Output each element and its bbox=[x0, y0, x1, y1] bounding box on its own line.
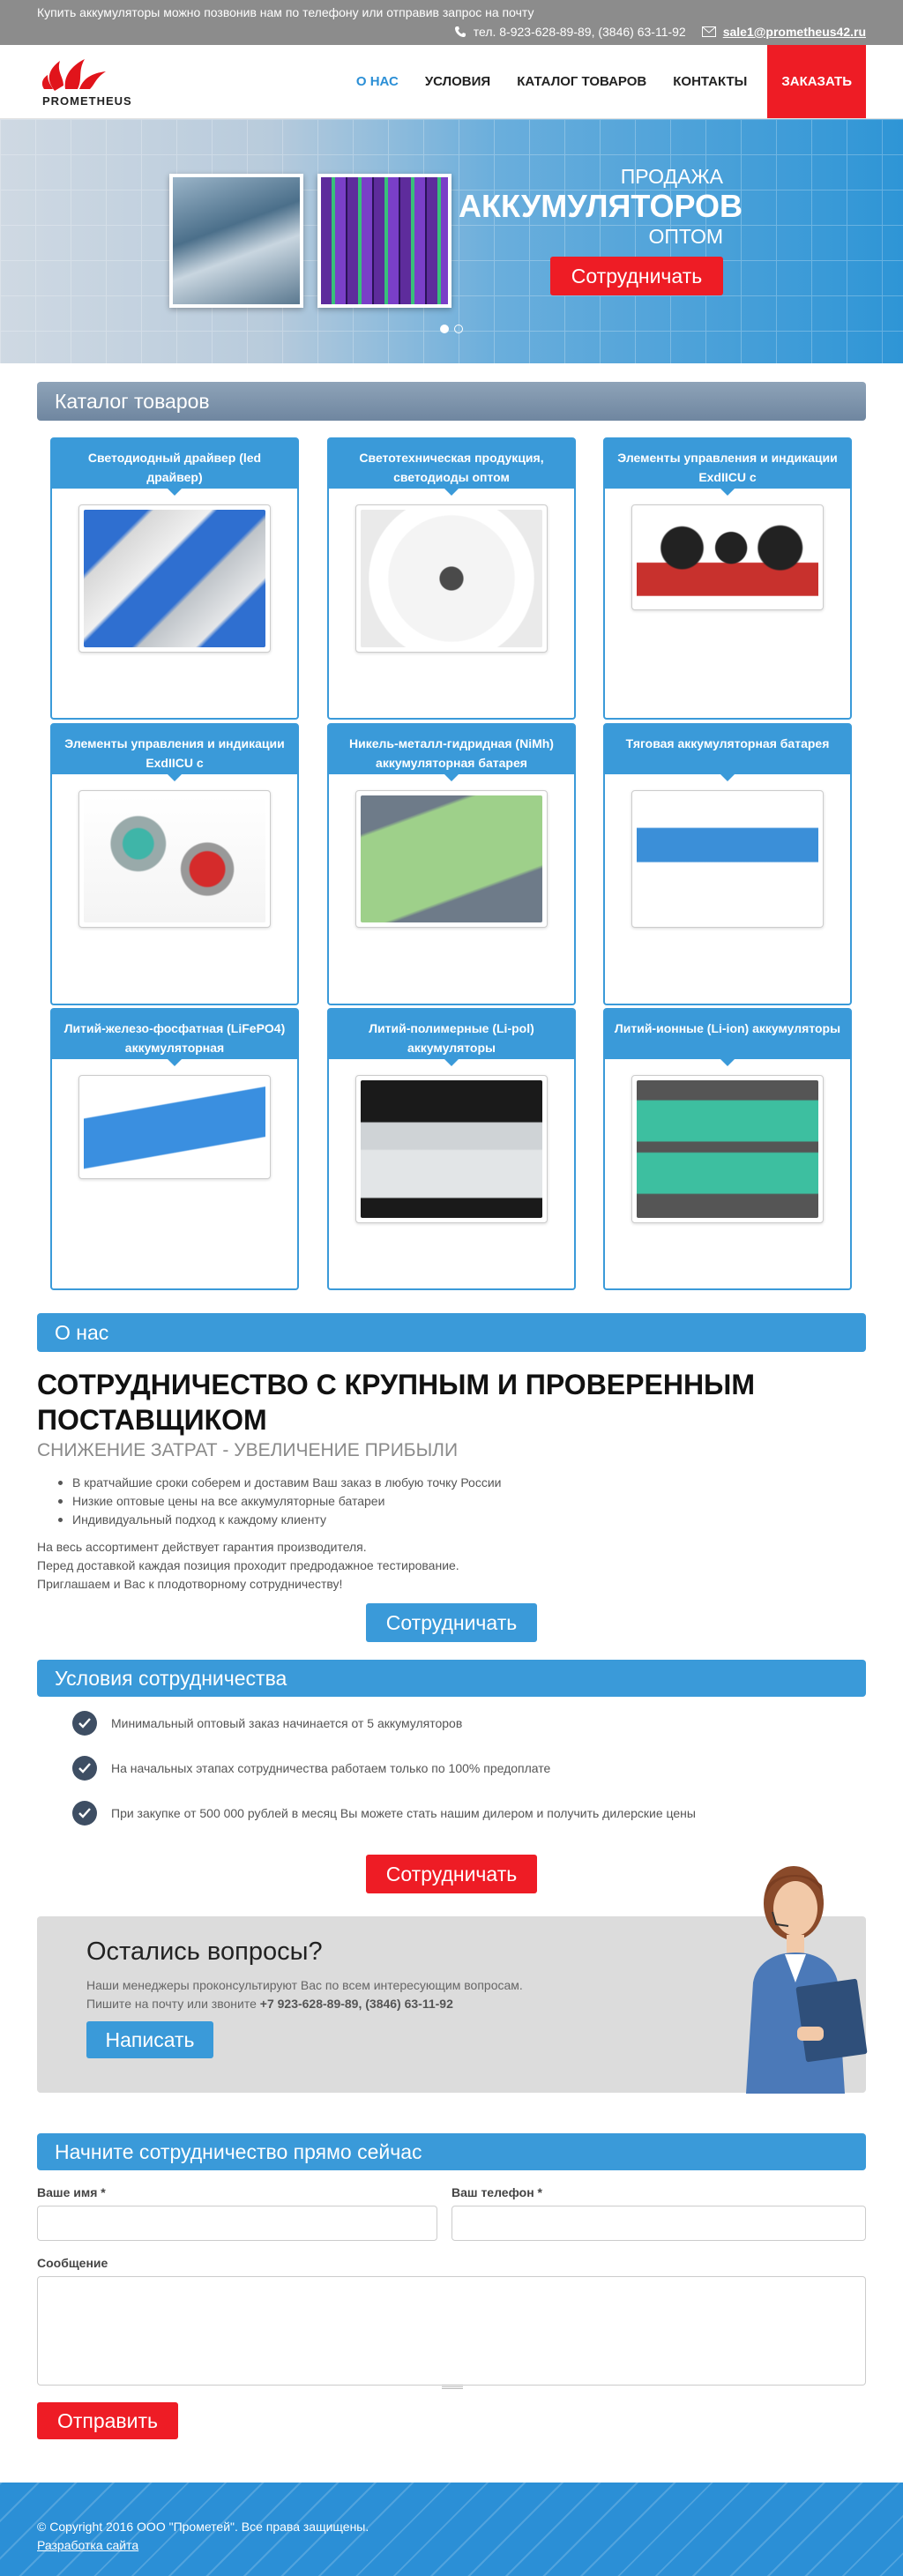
catalog-card[interactable] bbox=[327, 437, 576, 720]
catalog-card[interactable] bbox=[327, 723, 576, 1005]
resize-handle-icon[interactable] bbox=[442, 2385, 463, 2390]
catalog-card-image[interactable] bbox=[78, 504, 271, 653]
catalog-card-title[interactable]: Светодиодный драйвер (led драйвер) bbox=[52, 439, 297, 489]
about-paragraph: Перед доставкой каждая позиция проходит предродажное тестирование. bbox=[37, 1558, 459, 1572]
flame-logo-icon bbox=[37, 54, 143, 98]
support-agent-illustration bbox=[713, 1850, 880, 2094]
message-label: Сообщение bbox=[37, 2256, 108, 2270]
catalog-card-image[interactable] bbox=[355, 790, 548, 928]
catalog-card[interactable] bbox=[50, 1008, 299, 1290]
write-button[interactable]: Написать bbox=[86, 2021, 213, 2058]
catalog-card[interactable] bbox=[327, 1008, 576, 1290]
condition-text: На начальных этапах сотрудничества работаем только по 100% предоплате bbox=[111, 1761, 551, 1775]
top-bar-phone[interactable]: тел. 8-923-628-89-89, (3846) 63-11-92 bbox=[473, 25, 686, 39]
questions-phones[interactable]: +7 923-628-89-89, (3846) 63-11-92 bbox=[259, 1997, 453, 2011]
submit-button[interactable]: Отправить bbox=[37, 2402, 178, 2439]
catalog-card-title[interactable]: Тяговая аккумуляторная батарея bbox=[605, 725, 850, 774]
name-input[interactable] bbox=[37, 2206, 437, 2241]
catalog-card[interactable] bbox=[50, 723, 299, 1005]
about-heading: СОТРУДНИЧЕСТВО С КРУПНЫМ И ПРОВЕРЕННЫМ ПОСТАВЩИКОМ bbox=[37, 1369, 756, 1436]
hero-photo-machinery bbox=[169, 174, 303, 308]
hero-slider bbox=[0, 119, 903, 363]
catalog-card-image[interactable] bbox=[631, 504, 824, 610]
logo[interactable] bbox=[37, 54, 152, 110]
site-footer bbox=[0, 2483, 903, 2576]
hero-cooperate-button[interactable]: Сотрудничать bbox=[550, 257, 723, 295]
hero-slide-dots bbox=[0, 325, 903, 333]
condition-item bbox=[72, 1711, 462, 1736]
condition-text: При закупке от 500 000 рублей в месяц Вы можете стать нашим дилером и получить дилерские цены bbox=[111, 1806, 696, 1820]
form-section-header: Начните сотрудничество прямо сейчас bbox=[37, 2133, 866, 2170]
questions-contact-prefix: Пишите на почту или звоните bbox=[86, 1997, 257, 2011]
catalog-card-image[interactable] bbox=[631, 1075, 824, 1223]
hero-photo-batteries bbox=[317, 174, 452, 308]
catalog-card-title[interactable]: Светотехническая продукция, светодиоды оптом bbox=[329, 439, 574, 489]
phone-icon bbox=[454, 26, 466, 38]
about-cooperate-button[interactable]: Сотрудничать bbox=[366, 1603, 537, 1642]
nav-item-about[interactable]: О НАС bbox=[355, 74, 399, 89]
footer-copyright: © Copyright 2016 ООО "Прометей". Все права защищены. bbox=[37, 2520, 369, 2534]
catalog-card[interactable] bbox=[603, 437, 852, 720]
slide-dot-1[interactable] bbox=[440, 325, 449, 333]
hero-line-2: АККУМУЛЯТОРОВ bbox=[459, 188, 743, 224]
catalog-card-image[interactable] bbox=[355, 1075, 548, 1223]
catalog-card-title[interactable]: Литий-железо-фосфатная (LiFePO4) аккумуляторная bbox=[52, 1010, 297, 1059]
site-header bbox=[0, 45, 903, 119]
catalog-card[interactable] bbox=[603, 1008, 852, 1290]
message-textarea[interactable] bbox=[37, 2276, 866, 2386]
catalog-card-image[interactable] bbox=[631, 790, 824, 928]
condition-item bbox=[72, 1756, 550, 1781]
catalog-card[interactable] bbox=[603, 723, 852, 1005]
catalog-card[interactable] bbox=[50, 437, 299, 720]
checkmark-icon bbox=[72, 1711, 97, 1736]
conditions-section-header: Условия сотрудничества bbox=[37, 1660, 866, 1697]
main-nav bbox=[343, 45, 866, 118]
about-bullet: Индивидуальный подход к каждому клиенту bbox=[72, 1512, 326, 1527]
about-bullet: Низкие оптовые цены на все аккумуляторные батареи bbox=[72, 1494, 385, 1508]
catalog-section-header: Каталог товаров bbox=[37, 382, 866, 421]
top-bar-contacts bbox=[454, 25, 866, 39]
checkmark-icon bbox=[72, 1801, 97, 1826]
catalog-card-title[interactable]: Элементы управления и индикации ExdIICU с bbox=[605, 439, 850, 489]
hero-line-3: ОПТОМ bbox=[648, 225, 723, 248]
catalog-card-image[interactable] bbox=[78, 1075, 271, 1179]
top-bar-email-link[interactable]: sale1@prometheus42.ru bbox=[722, 25, 866, 39]
about-subheading: СНИЖЕНИЕ ЗАТРАТ - УВЕЛИЧЕНИЕ ПРИБЫЛИ bbox=[37, 1440, 459, 1460]
nav-item-conditions[interactable]: УСЛОВИЯ bbox=[424, 74, 491, 89]
envelope-icon bbox=[702, 26, 716, 37]
top-bar-message: Купить аккумуляторы можно позвонив нам по телефону или отправив запрос на почту bbox=[37, 5, 534, 19]
catalog-card-title[interactable]: Никель-металл-гидридная (NiMh) аккумуляторная батарея bbox=[329, 725, 574, 774]
catalog-card-image[interactable] bbox=[355, 504, 548, 653]
checkmark-icon bbox=[72, 1756, 97, 1781]
nav-order-button[interactable]: ЗАКАЗАТЬ bbox=[767, 45, 866, 118]
slide-dot-2[interactable] bbox=[454, 325, 463, 333]
phone-label: Ваш телефон * bbox=[452, 2185, 543, 2199]
logo-text: PROMETHEUS bbox=[42, 94, 132, 108]
nav-item-contacts[interactable]: КОНТАКТЫ bbox=[673, 74, 748, 89]
nav-item-catalog[interactable]: КАТАЛОГ ТОВАРОВ bbox=[517, 74, 647, 89]
condition-text: Минимальный оптовый заказ начинается от 5 аккумуляторов bbox=[111, 1716, 463, 1730]
catalog-card-title[interactable]: Литий-полимерные (Li-pol) аккумуляторы bbox=[329, 1010, 574, 1059]
condition-item bbox=[72, 1801, 696, 1826]
about-section-header: О нас bbox=[37, 1313, 866, 1352]
hero-line-1: ПРОДАЖА bbox=[620, 165, 723, 188]
about-paragraph: Приглашаем и Вас к плодотворному сотрудничеству! bbox=[37, 1577, 343, 1591]
conditions-cooperate-button[interactable]: Сотрудничать bbox=[366, 1855, 537, 1893]
questions-contact-line bbox=[86, 1997, 453, 2011]
name-label: Ваше имя * bbox=[37, 2185, 106, 2199]
footer-dev-link[interactable]: Разработка сайта bbox=[37, 2538, 139, 2552]
questions-text: Наши менеджеры проконсультируют Вас по всем интересующим вопросам. bbox=[86, 1978, 523, 1992]
top-bar bbox=[0, 0, 903, 45]
about-bullet: В кратчайшие сроки соберем и доставим Ваш заказ в любую точку России bbox=[72, 1475, 502, 1490]
catalog-card-title[interactable]: Литий-ионные (Li-ion) аккумуляторы bbox=[605, 1010, 850, 1059]
about-paragraph: На весь ассортимент действует гарантия производителя. bbox=[37, 1540, 367, 1554]
phone-input[interactable] bbox=[452, 2206, 866, 2241]
catalog-card-title[interactable]: Элементы управления и индикации ExdIICU с bbox=[52, 725, 297, 774]
catalog-card-image[interactable] bbox=[78, 790, 271, 928]
questions-heading: Остались вопросы? bbox=[86, 1938, 323, 1966]
